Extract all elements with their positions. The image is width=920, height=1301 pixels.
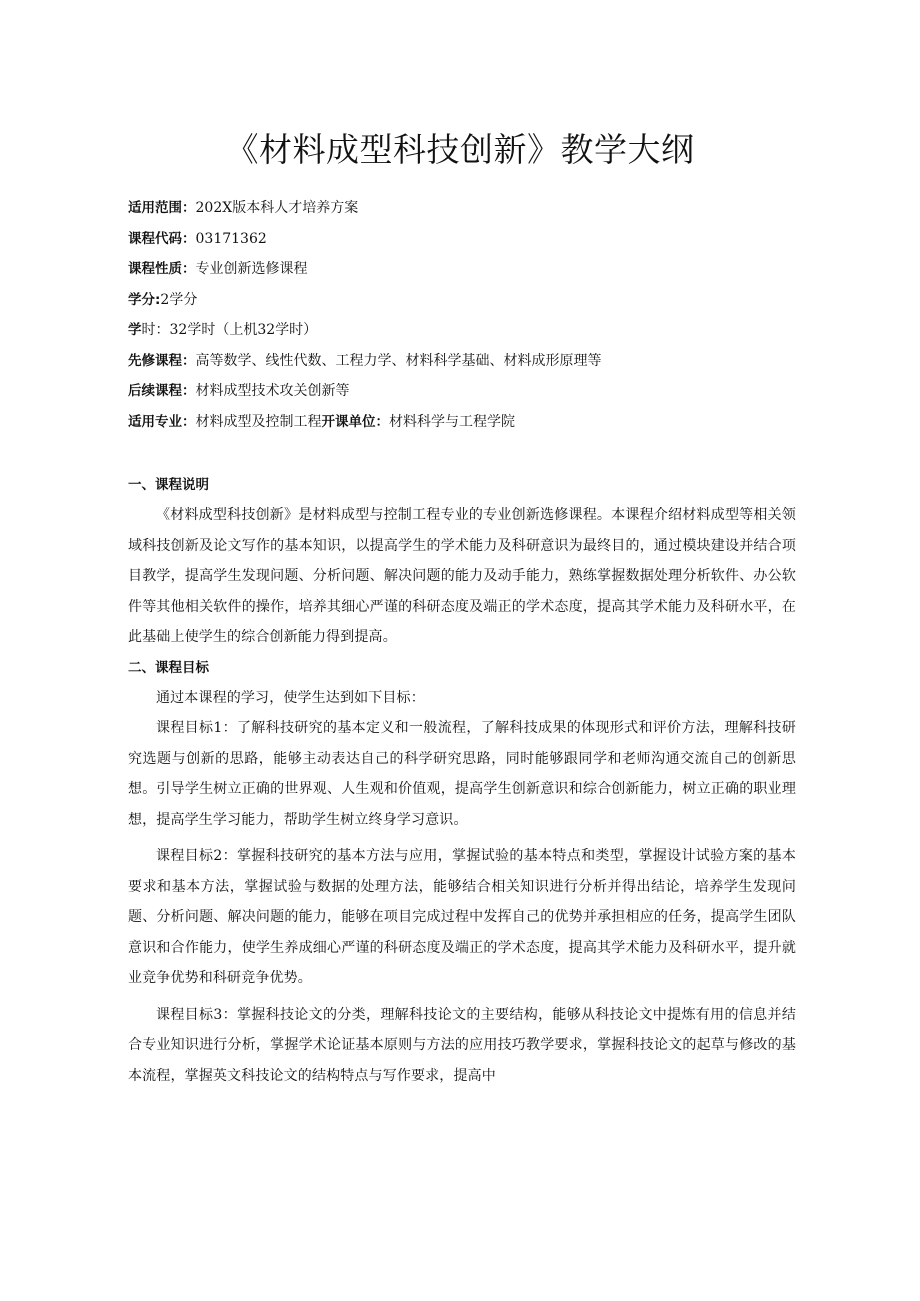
code-label: 课程代码： bbox=[128, 230, 196, 247]
credit-value: 2学分 bbox=[160, 291, 198, 308]
course-info bbox=[128, 193, 808, 437]
credit-label: 学分: bbox=[128, 291, 161, 308]
followup-value: 材料成型技术攻关创新等 bbox=[195, 383, 350, 399]
major-value: 材料成型及控制工程 bbox=[195, 413, 322, 430]
scope-label: 适用范围： bbox=[128, 200, 196, 216]
nature-line bbox=[128, 254, 808, 285]
course-description-paragraph: 《材料成型科技创新》是材料成型与控制工程专业的专业创新选修课程。本课程介绍材料成型等相关领域科技创新及论文写作的基本知识，以提高学生的学术能力及科研意识为最终目的，通过模块建设并结合项目教学，提高学生发现问题、分析问题、解决问题的能力及动手能力，熟练掌握数据处理分析软件、办公软件等其他相关软件的操作，培养其细心严谨的科研态度及端正的学术态度，提高其学术能力及科研水平，在此基础上使学生的综合创新能力得到提高。 bbox=[128, 507, 796, 645]
nature-label: 课程性质： bbox=[128, 261, 196, 277]
hours-value: 时：32学时（上机32学时） bbox=[141, 322, 318, 338]
prereq-value: 高等数学、线性代数、工程力学、材料科学基础、材料成形原理等 bbox=[195, 352, 602, 369]
code-value: 03171362 bbox=[195, 230, 267, 247]
goals-intro: 通过本课程的学习，使学生达到如下目标： bbox=[156, 689, 425, 706]
followup-line bbox=[128, 376, 808, 407]
code-line bbox=[128, 224, 808, 255]
scope-line bbox=[128, 193, 808, 224]
syllabus-body bbox=[128, 470, 796, 1091]
scope-value: 202X版本科人才培养方案 bbox=[195, 200, 359, 216]
credit-line bbox=[128, 285, 808, 316]
major-label: 适用专业： bbox=[128, 413, 196, 430]
unit-label: 开课单位： bbox=[321, 413, 389, 430]
followup-label: 后续课程： bbox=[128, 383, 196, 399]
goal-1-paragraph: 课程目标1：了解科技研究的基本定义和一般流程，了解科技成果的体现形式和评价方法，理解科技研究选题与创新的思路，能够主动表达自己的科学研究思路，同时能够跟同学和老师沟通交流自己的创新思想。引导学生树立正确的世界观、人生观和价值观，提高学生创新意识和综合创新能力，树立正确的职业理想，提高学生学习能力，帮助学生树立终身学习意识。 bbox=[128, 720, 796, 828]
major-line bbox=[128, 407, 808, 438]
section-heading-course-goals: 二、课程目标 bbox=[128, 659, 209, 676]
nature-value: 专业创新选修课程 bbox=[195, 261, 308, 277]
unit-value: 材料科学与工程学院 bbox=[389, 413, 515, 430]
section-heading-course-description: 一、课程说明 bbox=[128, 477, 209, 493]
page-title: 《材料成型科技创新》教学大纲 bbox=[225, 130, 695, 169]
hours-line bbox=[128, 315, 808, 346]
prereq-line bbox=[128, 346, 808, 377]
hours-label: 学 bbox=[128, 322, 142, 338]
goal-3-paragraph: 课程目标3：掌握科技论文的分类，理解科技论文的主要结构，能够从科技论文中提炼有用的信息并结合专业知识进行分析，掌握学术论证基本原则与方法的应用技巧教学要求，掌握科技论文的起草与修改的基本流程，掌握英文科技论文的结构特点与写作要求，提高中 bbox=[128, 1006, 796, 1084]
prereq-label: 先修课程： bbox=[128, 352, 196, 369]
goal-2-paragraph: 课程目标2：掌握科技研究的基本方法与应用，掌握试验的基本特点和类型，掌握设计试验方案的基本要求和基本方法，掌握试验与数据的处理方法，能够结合相关知识进行分析并得出结论，培养学生发现问题、分析问题、解决问题的能力，能够在项目完成过程中发挥自己的优势并承担相应的任务，提高学生团队意识和合作能力，使学生养成细心严谨的科研态度及端正的学术态度，提高其学术能力及科研水平，提升就业竞争优势和科研竞争优势。 bbox=[128, 848, 796, 986]
